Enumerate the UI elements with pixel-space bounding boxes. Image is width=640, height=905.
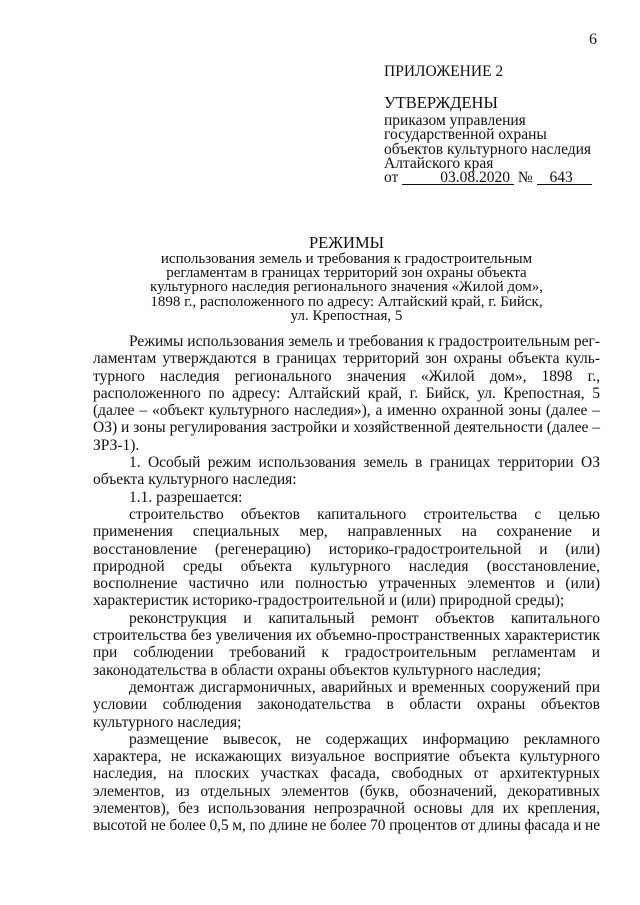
heading-line: использования земель и требования к градостроительным	[160, 251, 533, 267]
paragraph	[93, 454, 600, 489]
document-heading-title: РЕЖИМЫ	[308, 233, 384, 252]
approval-line: приказом управления	[384, 112, 526, 129]
text-line	[93, 333, 600, 350]
appendix-title: ПРИЛОЖЕНИЕ 2	[384, 63, 504, 80]
document-heading-subtitle	[93, 252, 600, 323]
text-line-content: расположенного по адресу: Алтайский край, г. Бийск, ул. Крепостная, 5	[93, 384, 600, 402]
approval-line: государственной охраны	[384, 126, 547, 144]
heading-line: регламентам в границах территорий зон охраны объекта	[166, 265, 527, 282]
text-line-content: применения специальных мер, направленных на сохранение и	[93, 523, 600, 541]
text-line	[93, 765, 600, 782]
approval-date: 03.08.2020	[440, 169, 510, 186]
text-line-content: высотой не более 0,5 м, по длине не более 70 процентов от длины фасада и не	[93, 817, 600, 835]
paragraph	[93, 489, 600, 506]
text-line	[93, 385, 600, 402]
text-line	[93, 419, 600, 436]
paragraph	[93, 731, 600, 835]
text-line-content: ОЗ) и зоны регулирования застройки и хозяйственной деятельности (далее –	[93, 419, 600, 437]
heading-line: 1898 г., расположенного по адресу: Алтайский край, г. Бийск,	[150, 293, 543, 310]
approval-number-field	[537, 171, 592, 185]
text-line	[93, 523, 600, 540]
text-line-content: элементов, из отдельных элементов (букв, обозначений, декоративных	[93, 782, 600, 800]
number-sign: №	[517, 169, 533, 186]
heading-line: ул. Крепостная, 5	[290, 307, 403, 324]
text-line-content: наследия, на плоских участках фасада, свободных от архитектурных	[93, 765, 600, 783]
text-line	[93, 541, 600, 558]
text-line	[93, 662, 600, 679]
text-line-content: культурного наследия;	[93, 713, 242, 731]
page-number: 6	[589, 31, 597, 48]
approval-title: УТВЕРЖДЕНЫ	[384, 93, 498, 112]
text-line-content: ЗРЗ-1).	[93, 436, 140, 454]
paragraph	[93, 610, 600, 679]
text-line-content: ламентам утверждаются в границах территорий зон охраны объекта куль-	[93, 350, 600, 368]
approval-line: объектов культурного наследия	[384, 140, 592, 158]
text-line-content: строительство объектов капитального строительства с целью	[129, 505, 600, 523]
text-line-content: турного наследия регионального значения «Жилой дом», 1898 г.,	[93, 367, 600, 385]
text-line	[93, 731, 600, 748]
text-line	[93, 558, 600, 575]
body-text	[93, 333, 600, 835]
text-line-content: природной среды объекта культурного наследия (восстановление,	[93, 557, 600, 575]
approval-block	[384, 114, 592, 185]
text-line	[93, 610, 600, 627]
text-line-content: демонтаж дисгармоничных, аварийных и временных сооружений при	[129, 678, 600, 696]
text-line	[93, 783, 600, 800]
text-line-content: размещение вывесок, не содержащих информацию рекламного	[129, 730, 600, 748]
text-line	[93, 506, 600, 523]
text-line-content: при соблюдении требований к градостроительным регламентам и	[93, 644, 600, 662]
text-line	[93, 748, 600, 765]
text-line-content: элементов), без использования непрозрачной основы для их крепления,	[93, 800, 600, 818]
text-line-content: Режимы использования земель и требования к градостроительным рег-	[129, 333, 600, 350]
text-line	[93, 350, 600, 367]
paragraph	[93, 679, 600, 731]
date-prefix: от	[384, 169, 399, 186]
text-line-content: 1. Особый режим использования земель в границах территории ОЗ	[129, 454, 600, 472]
text-line	[93, 575, 600, 592]
text-line	[93, 644, 600, 661]
text-line-content: восполнение частично или полностью утраченных элементов и (или)	[93, 575, 600, 593]
text-line	[93, 402, 600, 419]
text-line-content: (далее – «объект культурного наследия»), а именно охранной зоны (далее –	[93, 402, 600, 420]
text-line	[93, 696, 600, 713]
approval-date-field	[402, 171, 514, 185]
text-line	[93, 454, 600, 471]
approval-number: 643	[549, 169, 573, 186]
text-line	[93, 437, 600, 454]
text-line-content: строительства без увеличения их объемно-пространственных характеристик	[93, 627, 600, 645]
text-line-content: условии соблюдения законодательства в области охраны объектов	[93, 696, 600, 714]
text-line	[93, 627, 600, 644]
text-line-content: реконструкция и капитальный ремонт объектов капитального	[129, 609, 600, 627]
text-line-content: 1.1. разрешается:	[129, 488, 243, 506]
text-line-content: объекта культурного наследия:	[93, 471, 297, 489]
text-line	[93, 679, 600, 696]
text-line	[93, 800, 600, 817]
text-line-content: законодательства в области охраны объектов культурного наследия;	[93, 661, 542, 679]
text-line-content: восстановление (регенерацию) историко-градостроительной и (или)	[93, 540, 600, 558]
text-line	[93, 489, 600, 506]
text-line	[93, 471, 600, 488]
approval-date-line	[384, 171, 592, 185]
text-line	[93, 714, 600, 731]
text-line	[93, 817, 600, 834]
text-line	[93, 592, 600, 609]
approval-line: Алтайского края	[384, 154, 494, 172]
text-line	[93, 368, 600, 385]
paragraph	[93, 506, 600, 610]
paragraph	[93, 333, 600, 454]
heading-line: культурного наследия регионального значения «Жилой дом»,	[150, 279, 543, 296]
text-line-content: характера, не искажающих визуальное восприятие объекта культурного	[93, 748, 600, 766]
text-line-content: характеристик историко-градостроительной и (или) природной среды);	[93, 592, 565, 610]
